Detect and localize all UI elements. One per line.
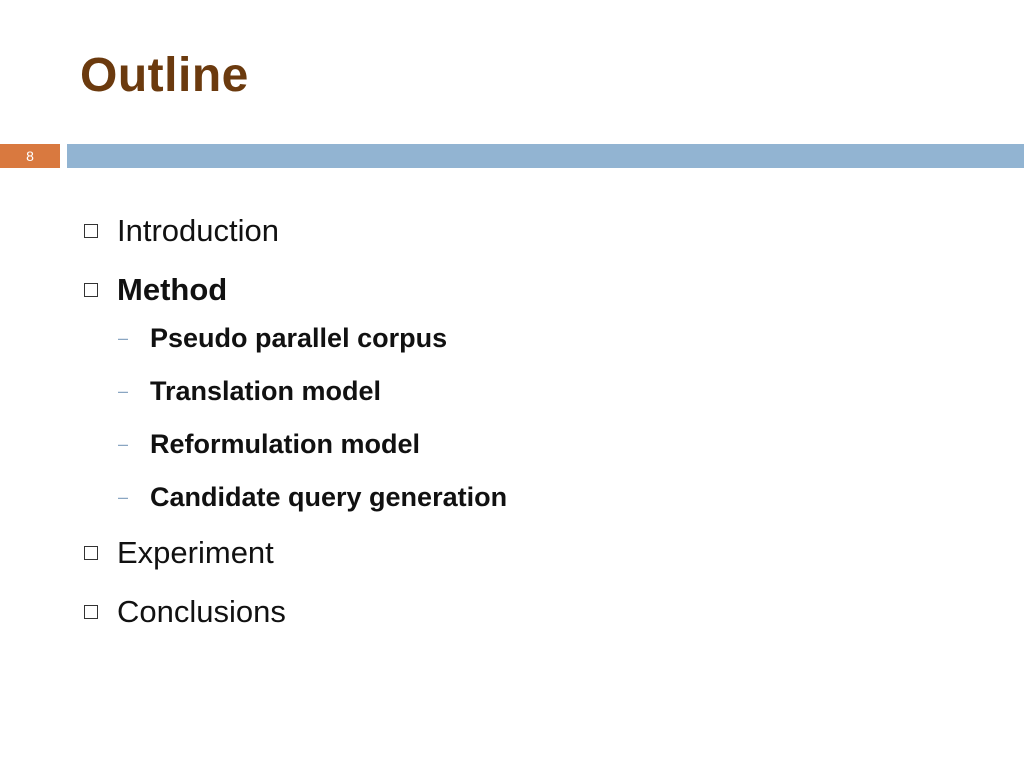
outline-subitem <box>80 424 980 464</box>
slide-number: 8 <box>26 148 34 164</box>
outline-subitem <box>80 318 980 358</box>
outline-subitem-label: Pseudo parallel corpus <box>150 322 448 353</box>
outline-item-label: Conclusions <box>117 594 286 629</box>
outline-item-label: Experiment <box>117 535 274 570</box>
outline-subitem <box>80 477 980 517</box>
outline-item-experiment <box>80 530 980 576</box>
dash-bullet-icon: – <box>118 380 129 401</box>
outline-subitem-label: Candidate query generation <box>150 481 508 512</box>
outline-item-introduction <box>80 208 980 254</box>
slide-title: Outline <box>80 49 249 102</box>
dash-bullet-icon: – <box>118 327 129 348</box>
dash-bullet-icon: – <box>118 433 129 454</box>
outline-item-label: Method <box>117 272 228 307</box>
outline-subitem-label: Translation model <box>150 375 382 406</box>
outline-subitem <box>80 371 980 411</box>
checkbox-bullet-icon <box>84 605 98 619</box>
header-divider-bar <box>67 144 1024 168</box>
outline-item-method <box>80 267 980 313</box>
checkbox-bullet-icon <box>84 283 98 297</box>
dash-bullet-icon: – <box>118 486 129 507</box>
outline-item-label: Introduction <box>117 213 279 248</box>
checkbox-bullet-icon <box>84 224 98 238</box>
outline-item-conclusions <box>80 589 980 635</box>
outline-list <box>80 208 980 648</box>
method-sublist <box>80 318 980 517</box>
checkbox-bullet-icon <box>84 546 98 560</box>
outline-subitem-label: Reformulation model <box>150 428 421 459</box>
slide-number-badge <box>0 144 60 168</box>
